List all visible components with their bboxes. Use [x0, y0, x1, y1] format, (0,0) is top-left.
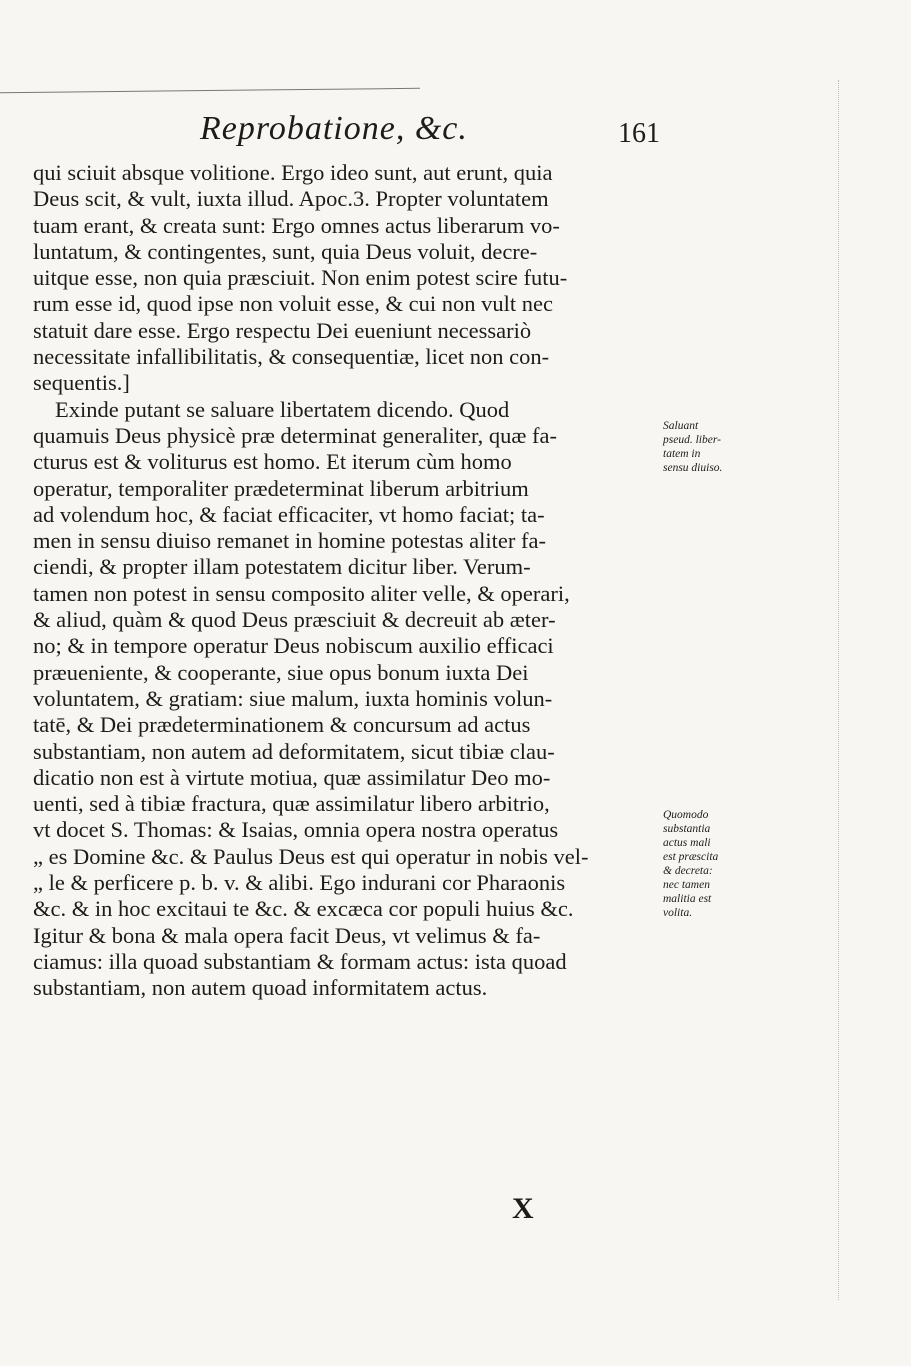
text-line: substantiam, non autem quoad informitatem actus.: [33, 975, 488, 1001]
margin-note-line: substantia: [663, 823, 711, 835]
margin-note-line: pseud. liber-: [663, 434, 721, 446]
text-line: Deus scit, & vult, iuxta illud. Apoc.3. Propter voluntatem: [33, 186, 549, 212]
text-line: ciamus: illa quoad substantiam & formam actus: ista quoad: [33, 948, 567, 974]
text-line: statuit dare esse. Ergo respectu Dei eueniunt necessariò: [33, 317, 532, 343]
text-line: & aliud, quàm & quod Deus præsciuit & decreuit ab æter-: [33, 607, 556, 633]
margin-note-line: actus mali: [663, 837, 711, 849]
text-line: operatur, temporaliter prædeterminat liberum arbitrium: [33, 475, 529, 501]
text-line: ciendi, & propter illam potestatem dicitur liber. Verum-: [33, 554, 531, 580]
margin-note-line: Saluant: [663, 420, 699, 432]
text-line: voluntatem, & gratiam: siue malum, iuxta hominis volun-: [33, 685, 553, 711]
text-line: necessitate infallibilitatis, & consequentiæ, licet non con-: [33, 344, 550, 370]
text-line: præueniente, & cooperante, siue opus bonum iuxta Dei: [33, 659, 529, 685]
top-rule: [0, 88, 420, 93]
text-line: cturus est & voliturus est homo. Et iterum cùm homo: [33, 449, 512, 475]
text-line: rum esse id, quod ipse non voluit esse, & cui non vult nec: [33, 291, 553, 317]
text-line: men in sensu diuiso remanet in homine potestas aliter fa-: [33, 528, 546, 554]
text-line: luntatum, & contingentes, sunt, quia Deus voluit, decre-: [33, 238, 538, 264]
text-line: tuam erant, & creata sunt: Ergo omnes actus liberarum vo-: [33, 212, 560, 238]
text-line: dicatio non est à virtute motiua, quæ assimilatur Deo mo-: [33, 764, 551, 790]
running-head: Reprobatione, &c.: [200, 110, 468, 147]
margin-note-line: malitia est: [663, 893, 712, 905]
page-number: 161: [618, 118, 660, 149]
text-line: qui sciuit absque volitione. Ergo ideo sunt, aut erunt, quia: [33, 160, 553, 185]
margin-note-line: tatem in: [663, 448, 701, 460]
page-edge-mark: [838, 80, 842, 1300]
text-line: no; & in tempore operatur Deus nobiscum auxilio efficaci: [33, 633, 554, 659]
text-line: „ le & perficere p. b. v. & alibi. Ego indurani cor Pharaonis: [33, 870, 566, 896]
body-text: [33, 160, 663, 1002]
margin-note-line: nec tamen: [663, 879, 710, 891]
text-line: sequentis.]: [33, 370, 130, 396]
margin-note-line: sensu diuiso.: [663, 462, 723, 474]
text-line: quamuis Deus physicè præ determinat generaliter, quæ fa-: [33, 422, 557, 448]
text-line: Igitur & bona & mala opera facit Deus, vt velimus & fa-: [33, 922, 541, 948]
text-line: vt docet S. Thomas: & Isaias, omnia opera nostra operatus: [33, 817, 559, 843]
margin-note-line: Quomodo: [663, 809, 709, 821]
margin-note-liberty: [663, 419, 773, 475]
text-line: uenti, sed à tibiæ fractura, quæ assimilatur libero arbitrio,: [33, 791, 550, 817]
margin-note-line: & decreta:: [663, 865, 713, 877]
paragraph-start-line: Exinde putant se saluare libertatem dicendo. Quod: [55, 396, 510, 422]
text-line: substantiam, non autem ad deformitatem, sicut tibiæ clau-: [33, 738, 555, 764]
margin-note-line: est præscita: [663, 851, 719, 863]
text-line: &c. & in hoc excitaui te &c. & excæca cor populi huius &c.: [33, 896, 574, 922]
margin-note-substance: [663, 808, 773, 920]
signature-mark: X: [512, 1192, 534, 1225]
text-line: „ es Domine &c. & Paulus Deus est qui operatur in nobis vel-: [33, 843, 589, 869]
text-line: ad volendum hoc, & faciat efficaciter, vt homo faciat; ta-: [33, 501, 545, 527]
text-line: tatē, & Dei prædeterminationem & concursum ad actus: [33, 712, 531, 738]
text-line: tamen non potest in sensu composito aliter velle, & operari,: [33, 580, 570, 606]
margin-note-line: volita.: [663, 907, 693, 919]
text-line: uitque esse, non quia præsciuit. Non enim potest scire futu-: [33, 265, 568, 291]
